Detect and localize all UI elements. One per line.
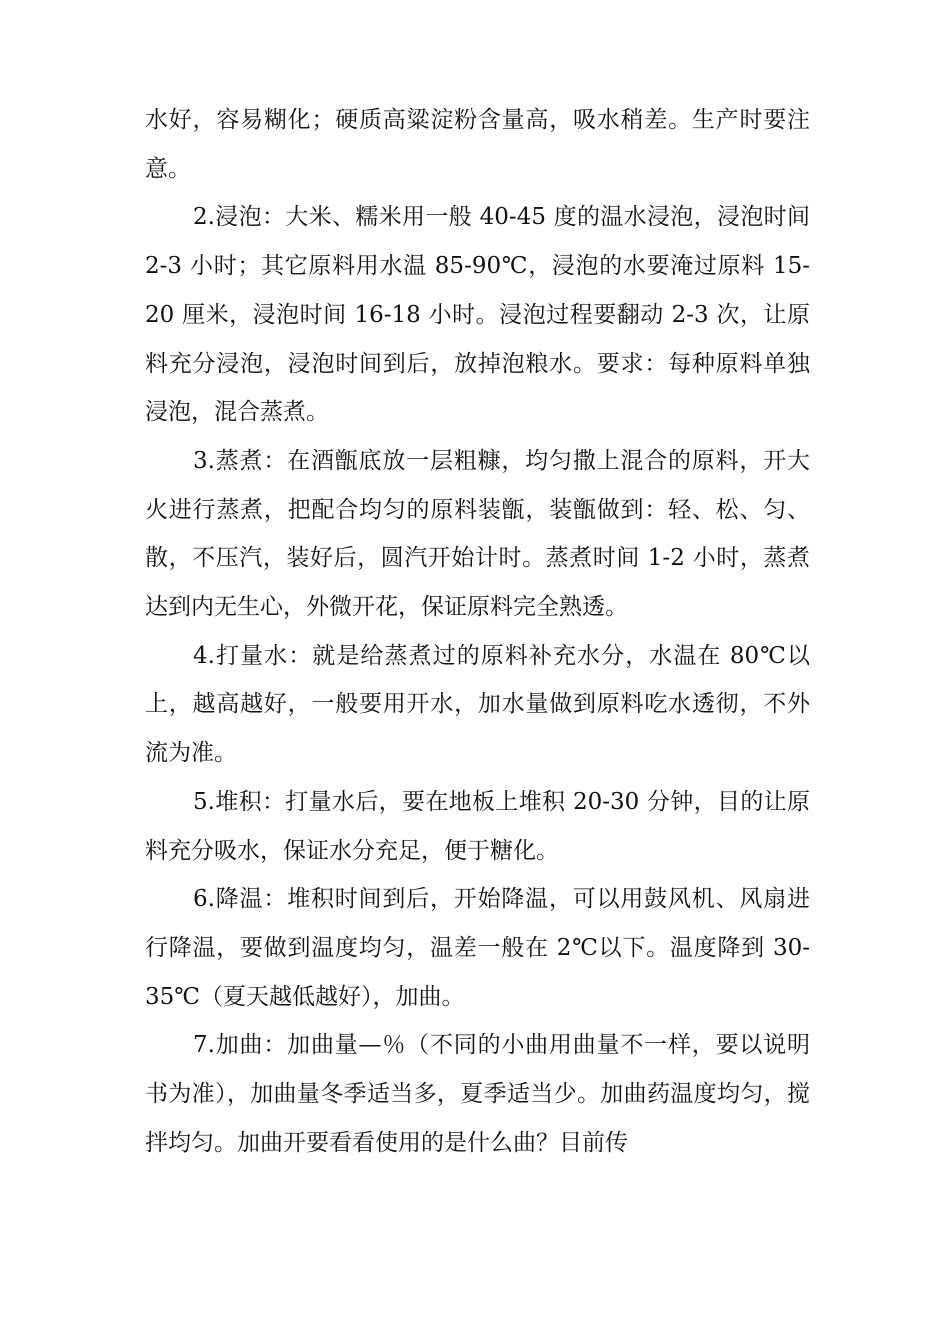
document-body: [145, 96, 810, 1167]
paragraph-cooling: 6.降温：堆积时间到后，开始降温，可以用鼓风机、风扇进行降温，要做到温度均匀，温差一般在 2℃以下。温度降到 30-35℃（夏天越低越好），加曲。: [145, 886, 810, 1010]
paragraph-continuation: 水好，容易糊化；硬质高粱淀粉含量高，吸水稍差。生产时要注意。: [145, 107, 810, 182]
paragraph-adding-yeast: 7.加曲：加曲量—％（不同的小曲用曲量不一样，要以说明书为准），加曲量冬季适当多，夏季适当少。加曲药温度均匀，搅拌均匀。加曲开要看看使用的是什么曲？目前传: [145, 1032, 810, 1156]
paragraph-water-adding: 4.打量水：就是给蒸煮过的原料补充水分，水温在 80℃以上，越高越好，一般要用开水，加水量做到原料吃水透彻，不外流为准。: [145, 642, 810, 767]
paragraph-steaming: 3.蒸煮：在酒甑底放一层粗糠，均匀撒上混合的原料，开大火进行蒸煮，把配合均匀的原料装甑，装甑做到：轻、松、匀、散，不压汽，装好后，圆汽开始计时。蒸煮时间 1-2 小时，蒸煮达到内无生心，外微开花，保证原料完全熟透。: [145, 447, 810, 621]
paragraph-piling: 5.堆积：打量水后，要在地板上堆积 20-30 分钟，目的让原料充分吸水，保证水分充足，便于糖化。: [145, 788, 810, 864]
paragraph-soaking: 2.浸泡：大米、糯米用一般 40-45 度的温水浸泡，浸泡时间 2-3 小时；其它原料用水温 85-90℃，浸泡的水要淹过原料 15-20 厘米，浸泡时间 16-18 小时。浸泡过程要翻动 2-3 次，让原料充分浸泡，浸泡时间到后，放掉泡粮水。要求：每种原料单独浸泡，混合蒸煮。: [145, 204, 810, 426]
